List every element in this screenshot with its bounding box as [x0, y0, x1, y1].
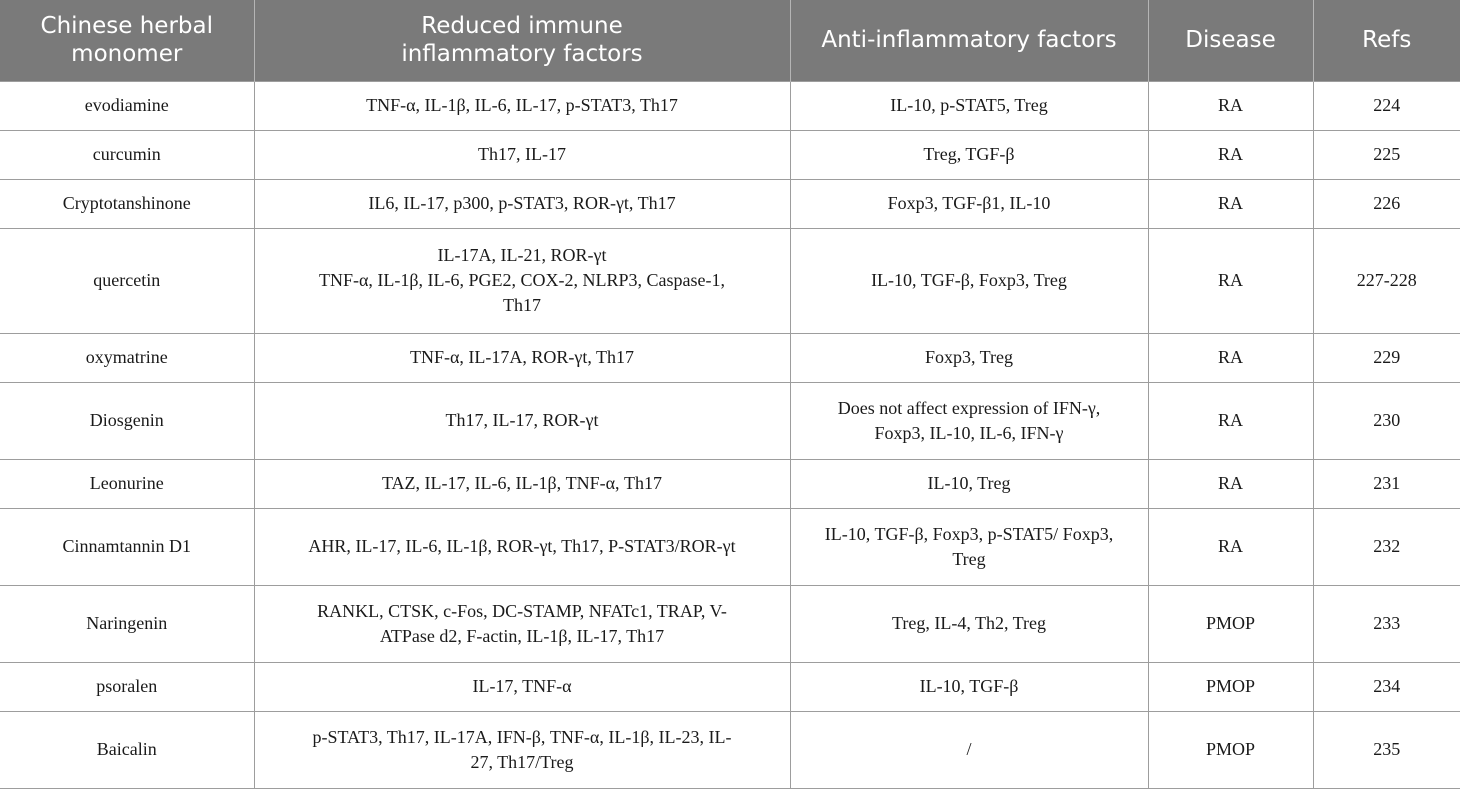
refs-cell: 235 [1313, 711, 1460, 788]
disease-cell: RA [1148, 130, 1313, 179]
header-refs: Refs [1313, 0, 1460, 81]
refs-cell: 232 [1313, 508, 1460, 585]
table-row [0, 81, 1460, 130]
disease-cell: RA [1148, 228, 1313, 333]
reduced-factors-cell: p-STAT3, Th17, IL-17A, IFN-β, TNF-α, IL-1β, IL-23, IL-27, Th17/Treg [254, 711, 790, 788]
monomer-cell: Naringenin [0, 585, 254, 662]
anti-inflammatory-cell: Foxp3, Treg [790, 333, 1148, 382]
anti-inflammatory-cell: IL-10, TGF-β, Foxp3, p-STAT5/ Foxp3, Treg [790, 508, 1148, 585]
refs-cell: 231 [1313, 459, 1460, 508]
reduced-factors-cell: TNF-α, IL-17A, ROR-γt, Th17 [254, 333, 790, 382]
disease-cell: RA [1148, 81, 1313, 130]
monomer-cell: Cinnamtannin D1 [0, 508, 254, 585]
refs-cell: 230 [1313, 382, 1460, 459]
anti-inflammatory-cell: Foxp3, TGF-β1, IL-10 [790, 179, 1148, 228]
reduced-factors-cell: IL6, IL-17, p300, p-STAT3, ROR-γt, Th17 [254, 179, 790, 228]
reduced-factors-cell: Th17, IL-17 [254, 130, 790, 179]
monomer-cell: curcumin [0, 130, 254, 179]
table-row [0, 585, 1460, 662]
table-row [0, 382, 1460, 459]
table-row [0, 130, 1460, 179]
monomer-cell: quercetin [0, 228, 254, 333]
anti-inflammatory-cell: IL-10, Treg [790, 459, 1148, 508]
refs-cell: 227-228 [1313, 228, 1460, 333]
monomer-cell: evodiamine [0, 81, 254, 130]
monomer-cell: Baicalin [0, 711, 254, 788]
disease-cell: RA [1148, 333, 1313, 382]
reduced-factors-cell: RANKL, CTSK, c-Fos, DC-STAMP, NFATc1, TRAP, V-ATPase d2, F-actin, IL-1β, IL-17, Th17 [254, 585, 790, 662]
table-row [0, 711, 1460, 788]
table-row [0, 662, 1460, 711]
reduced-factors-cell: IL-17, TNF-α [254, 662, 790, 711]
header-disease: Disease [1148, 0, 1313, 81]
refs-cell: 229 [1313, 333, 1460, 382]
monomer-cell: oxymatrine [0, 333, 254, 382]
monomer-cell: Cryptotanshinone [0, 179, 254, 228]
reduced-factors-cell: IL-17A, IL-21, ROR-γt TNF-α, IL-1β, IL-6, PGE2, COX-2, NLRP3, Caspase-1, Th17 [254, 228, 790, 333]
disease-cell: PMOP [1148, 711, 1313, 788]
disease-cell: RA [1148, 459, 1313, 508]
anti-inflammatory-cell: IL-10, p-STAT5, Treg [790, 81, 1148, 130]
anti-inflammatory-cell: Does not affect expression of IFN-γ, Foxp3, IL-10, IL-6, IFN-γ [790, 382, 1148, 459]
header-reduced-factors: Reduced immune inflammatory factors [254, 0, 790, 81]
refs-cell: 224 [1313, 81, 1460, 130]
disease-cell: PMOP [1148, 662, 1313, 711]
refs-cell: 225 [1313, 130, 1460, 179]
header-monomer: Chinese herbal monomer [0, 0, 254, 81]
refs-cell: 233 [1313, 585, 1460, 662]
monomer-cell: Diosgenin [0, 382, 254, 459]
reduced-factors-cell: TAZ, IL-17, IL-6, IL-1β, TNF-α, Th17 [254, 459, 790, 508]
anti-inflammatory-cell: IL-10, TGF-β [790, 662, 1148, 711]
disease-cell: RA [1148, 508, 1313, 585]
disease-cell: RA [1148, 179, 1313, 228]
reduced-factors-cell: TNF-α, IL-1β, IL-6, IL-17, p-STAT3, Th17 [254, 81, 790, 130]
refs-cell: 234 [1313, 662, 1460, 711]
anti-inflammatory-cell: Treg, TGF-β [790, 130, 1148, 179]
monomer-cell: psoralen [0, 662, 254, 711]
header-anti-inflammatory-factors: Anti-inflammatory factors [790, 0, 1148, 81]
anti-inflammatory-cell: IL-10, TGF-β, Foxp3, Treg [790, 228, 1148, 333]
anti-inflammatory-cell: Treg, IL-4, Th2, Treg [790, 585, 1148, 662]
reduced-factors-cell: AHR, IL-17, IL-6, IL-1β, ROR-γt, Th17, P-STAT3/ROR-γt [254, 508, 790, 585]
table-row [0, 333, 1460, 382]
table-row [0, 459, 1460, 508]
header-row [0, 0, 1460, 81]
reduced-factors-cell: Th17, IL-17, ROR-γt [254, 382, 790, 459]
disease-cell: RA [1148, 382, 1313, 459]
anti-inflammatory-cell: / [790, 711, 1148, 788]
refs-cell: 226 [1313, 179, 1460, 228]
table-row [0, 228, 1460, 333]
monomer-cell: Leonurine [0, 459, 254, 508]
table-row [0, 508, 1460, 585]
table-row [0, 179, 1460, 228]
disease-cell: PMOP [1148, 585, 1313, 662]
